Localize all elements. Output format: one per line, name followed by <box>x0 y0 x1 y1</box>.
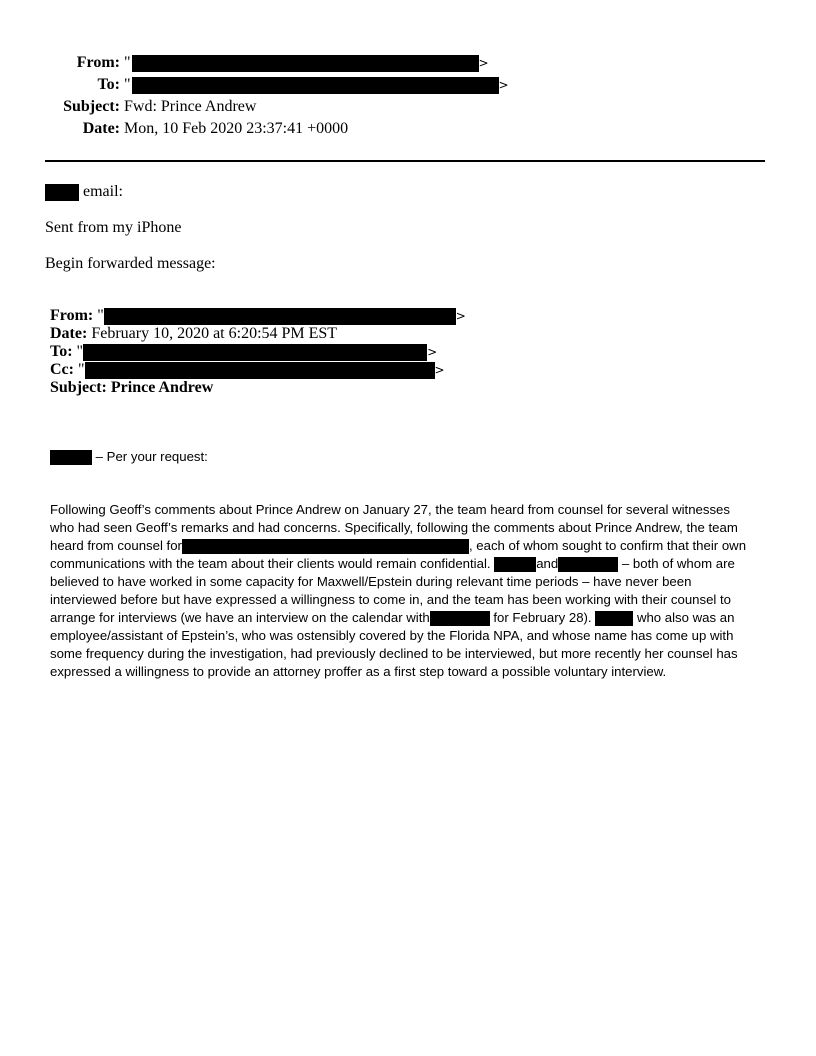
redaction-box <box>595 611 633 626</box>
text-run: , each of whom sought to confirm that their own <box>468 538 747 553</box>
to-label: To: <box>97 76 120 93</box>
forward-note: Begin forwarded message: <box>45 255 216 272</box>
text-run: – both of whom are <box>621 556 735 571</box>
signature: Sent from my iPhone <box>45 219 182 236</box>
fwd-cc-label: Cc: <box>50 361 74 378</box>
addr-close: > <box>434 363 445 377</box>
redaction-box <box>182 539 469 554</box>
addr-close: > <box>478 56 489 70</box>
paragraph-line: who had seen Geoff’s remarks and had concerns. Specifically, following the comments about Prince Andrew, the team <box>50 520 738 535</box>
fwd-cc-line <box>50 361 445 379</box>
fwd-date-line <box>50 325 337 343</box>
text-run: and <box>536 556 559 571</box>
redaction-box <box>85 362 435 379</box>
text-run: arrange for interviews (we have an interview on the calendar with <box>50 610 430 625</box>
paragraph-line: employee/assistant of Epstein’s, who was ostensibly covered by the Florida NPA, and whose name has come up with <box>50 628 734 643</box>
paragraph-line <box>50 537 765 555</box>
text-run: who also was an <box>636 610 735 625</box>
from-label: From: <box>76 54 120 71</box>
paragraph-line <box>50 555 765 573</box>
quote-mark: " <box>77 361 85 378</box>
addr-close: > <box>427 345 438 359</box>
text-run: heard from counsel for <box>50 538 182 553</box>
quote-mark: " <box>124 76 131 93</box>
email-intro-line <box>45 183 123 201</box>
paragraph-line: interviewed before but have expressed a willingness to come in, and the team has been working with their counsel to <box>50 592 732 607</box>
addr-close: > <box>455 309 466 323</box>
redaction-box <box>494 557 536 572</box>
fwd-date-label: Date: <box>50 325 88 342</box>
date-value: Mon, 10 Feb 2020 23:37:41 +0000 <box>124 120 349 137</box>
redaction-box <box>50 450 92 465</box>
redaction-box <box>45 184 79 201</box>
greeting-tail: – Per your request: <box>95 449 208 464</box>
paragraph-line <box>50 609 765 627</box>
fwd-date-value: February 10, 2020 at 6:20:54 PM EST <box>91 325 338 342</box>
paragraph-line: believed to have worked in some capacity for Maxwell/Epstein during relevant time periods – have never been <box>50 574 692 589</box>
quote-mark: " <box>76 343 84 360</box>
fwd-to-label: To: <box>50 343 73 360</box>
fwd-to-line <box>50 343 437 361</box>
message-paragraph <box>50 501 765 681</box>
text-run: communications with the team about their clients would remain confidential. <box>50 556 491 571</box>
redaction-box <box>558 557 618 572</box>
redaction-box <box>132 77 499 94</box>
from-value <box>124 54 489 72</box>
greeting-line <box>50 449 208 465</box>
subject-label: Subject: <box>63 98 120 115</box>
redaction-box <box>430 611 490 626</box>
paragraph-line: Following Geoff’s comments about Prince Andrew on January 27, the team heard from counsel for several witnesses <box>50 502 730 517</box>
redaction-box <box>83 344 427 361</box>
quote-mark: " <box>97 307 104 324</box>
paragraph-line: some frequency during the investigation, had previously declined to be interviewed, but more recently her counsel has <box>50 646 738 661</box>
quote-mark: " <box>124 54 131 71</box>
redaction-box <box>132 55 479 72</box>
subject-value: Fwd: Prince Andrew <box>124 98 257 115</box>
fwd-from-line <box>50 307 466 325</box>
fwd-from-label: From: <box>50 307 94 324</box>
to-value <box>124 76 509 94</box>
email-word: email: <box>83 183 123 200</box>
text-run: for February 28). <box>493 610 592 625</box>
paragraph-line: expressed a willingness to provide an attorney proffer as a first step toward a possible voluntary interview. <box>50 664 667 679</box>
addr-close: > <box>498 78 509 92</box>
header-divider <box>45 160 765 162</box>
redaction-box <box>104 308 456 325</box>
fwd-subject-line: Subject: Prince Andrew <box>50 379 214 396</box>
date-label: Date: <box>82 120 120 137</box>
